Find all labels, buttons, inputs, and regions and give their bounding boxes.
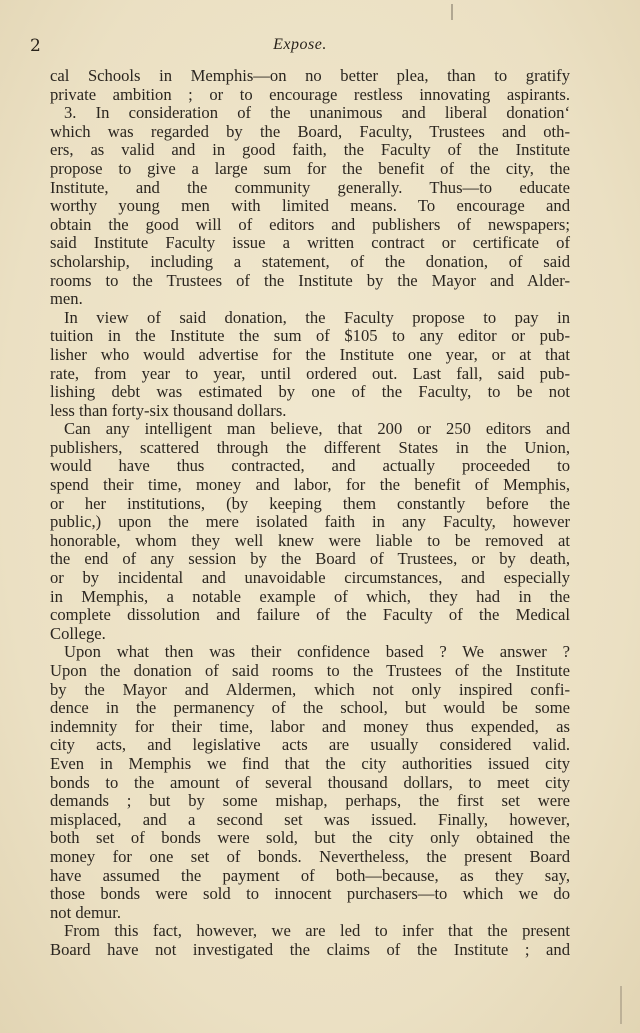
text-line: Board have not investigated the claims of the Institute ; and bbox=[50, 939, 570, 959]
text-line: Institute, and the community generally. Thus—to educate bbox=[50, 177, 570, 197]
text-line: rooms to the Trustees of the Institute by the Mayor and Alder- bbox=[50, 270, 570, 290]
text-line: men. bbox=[50, 289, 83, 309]
body-text bbox=[50, 67, 570, 960]
text-line: those bonds were sold to innocent purchasers—to which we do bbox=[50, 884, 570, 904]
text-line: money for one set of bonds. Nevertheless, the present Board bbox=[50, 846, 570, 866]
text-line: by the Mayor and Aldermen, which not only inspired confi- bbox=[50, 679, 570, 699]
text-line: lisher who would advertise for the Institute one year, or at that bbox=[50, 344, 570, 364]
text-line: which was regarded by the Board, Faculty, Trustees and oth- bbox=[50, 121, 570, 141]
text-line: Even in Memphis we find that the city authorities issued city bbox=[50, 753, 570, 773]
text-line: dence in the permanency of the school, but would be some bbox=[50, 698, 570, 718]
text-line: demands ; but by some mishap, perhaps, the first set were bbox=[50, 791, 570, 811]
text-line: would have thus contracted, and actually proceeded to bbox=[50, 456, 570, 476]
text-line: said Institute Faculty issue a written contract or certificate of bbox=[50, 233, 570, 253]
text-line: the end of any session by the Board of Trustees, or by death, bbox=[50, 549, 570, 569]
page-number: 2 bbox=[30, 36, 41, 56]
text-line: ers, as valid and in good faith, the Faculty of the Institute bbox=[50, 140, 570, 160]
text-line: Can any intelligent man believe, that 200 or 250 editors and bbox=[64, 419, 570, 439]
text-line: publishers, scattered through the different States in the Union, bbox=[50, 437, 570, 457]
text-line: complete dissolution and failure of the Faculty of the Medical bbox=[50, 605, 570, 625]
text-line: propose to give a large sum for the benefit of the city, the bbox=[50, 158, 570, 178]
text-line: less than forty-six thousand dollars. bbox=[50, 400, 287, 420]
text-line: rate, from year to year, until ordered out. Last fall, said pub- bbox=[50, 363, 570, 383]
text-line: College. bbox=[50, 623, 106, 643]
text-line: or her institutions, (by keeping them constantly before the bbox=[50, 493, 570, 513]
text-line: have assumed the payment of both—because, as they say, bbox=[50, 865, 570, 885]
text-line: tuition in the Institute the sum of $105 to any editor or pub- bbox=[50, 326, 570, 346]
text-line: 3. In consideration of the unanimous and liberal donation‘ bbox=[64, 103, 570, 123]
text-line: cal Schools in Memphis—on no better plea, than to gratify bbox=[50, 66, 570, 85]
text-line: bonds to the amount of several thousand dollars, to meet city bbox=[50, 772, 570, 792]
text-line: In view of said donation, the Faculty propose to pay in bbox=[64, 307, 570, 327]
text-line: worthy young men with limited means. To encourage and bbox=[50, 196, 570, 216]
text-line: in Memphis, a notable example of which, they had in the bbox=[50, 586, 570, 606]
text-line: honorable, whom they well knew were liable to be removed at bbox=[50, 530, 570, 550]
text-line: both set of bonds were sold, but the city only obtained the bbox=[50, 828, 570, 848]
text-line: not demur. bbox=[50, 902, 121, 922]
page-edge-mark bbox=[451, 4, 453, 20]
text-line: city acts, and legislative acts are usually considered valid. bbox=[50, 735, 570, 755]
text-line: scholarship, including a statement, of the donation, of said bbox=[50, 251, 570, 271]
running-head: Expose. bbox=[273, 36, 327, 53]
text-line: Upon the donation of said rooms to the Trustees of the Institute bbox=[50, 661, 570, 680]
page-header bbox=[30, 36, 570, 58]
text-line: From this fact, however, we are led to infer that the present bbox=[64, 921, 570, 941]
text-line: or by incidental and unavoidable circumstances, and especially bbox=[50, 568, 570, 588]
text-line: obtain the good will of editors and publishers of newspapers; bbox=[50, 214, 570, 234]
text-line: private ambition ; or to encourage restless innovating aspirants. bbox=[50, 84, 570, 104]
page-edge-mark-bottom bbox=[620, 986, 622, 1024]
text-line: Upon what then was their confidence based ? We answer ? bbox=[64, 642, 570, 662]
text-line: public,) upon the mere isolated faith in any Faculty, however bbox=[50, 512, 570, 532]
text-line: misplaced, and a second set was issued. Finally, however, bbox=[50, 809, 570, 829]
text-line: indemnity for their time, labor and money thus expended, as bbox=[50, 716, 570, 736]
text-line: lishing debt was estimated by one of the Faculty, to be not bbox=[50, 382, 570, 402]
text-line: spend their time, money and labor, for the benefit of Memphis, bbox=[50, 475, 570, 495]
